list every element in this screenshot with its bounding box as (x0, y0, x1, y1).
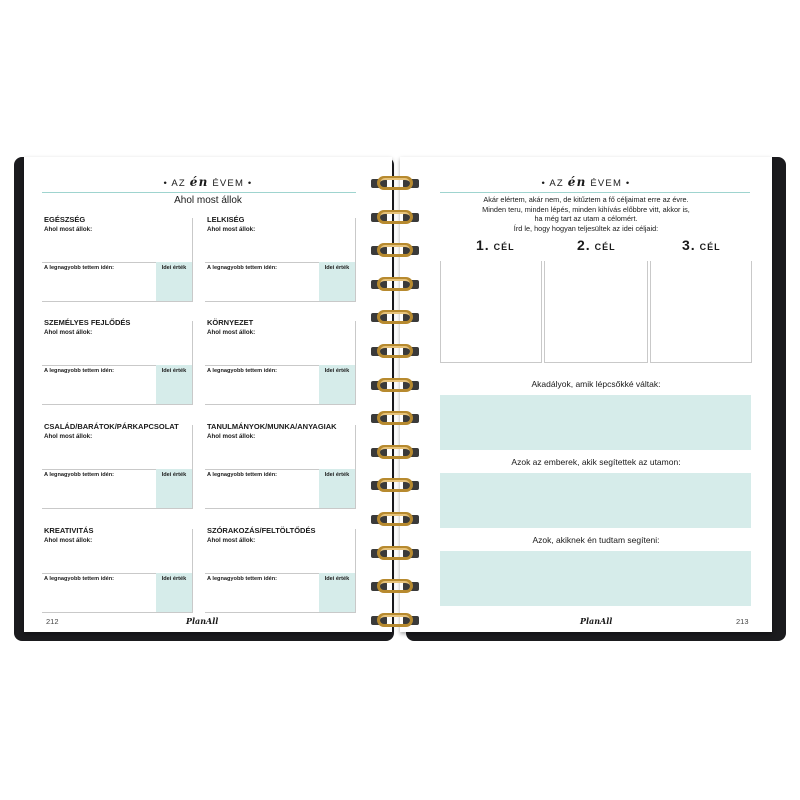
best-deed-label: A legnagyobb tettem idén: (207, 265, 278, 271)
spiral-ring (371, 478, 419, 494)
area-cell[interactable] (205, 419, 357, 509)
page-number-left: 212 (46, 617, 59, 626)
brand-logo-right: PlanAll (580, 616, 613, 626)
best-deed-label: A legnagyobb tettem idén: (44, 576, 115, 582)
right-page (400, 157, 772, 632)
spiral-ring (371, 277, 419, 293)
spiral-ring (371, 344, 419, 360)
spiral-ring (371, 378, 419, 394)
intro-text: Akár elértem, akár nem, de kitűztem a fő céljaimat erre az évre. Minden teru, minden lépés, minden kihívás előbbre vitt, akkor is, ha még tart az utam a célomért. Írd le, hogy hogyan teljesültek az idei céljaid: (482, 195, 690, 233)
question-helped: Azok, akiknek én tudtam segíteni: (532, 535, 660, 545)
best-deed-label: A legnagyobb tettem idén: (44, 368, 115, 374)
best-deed-label: A legnagyobb tettem idén: (207, 368, 278, 374)
goal-2-title: 2. CÉL (577, 237, 616, 253)
area-title: CSALÁD/BARÁTOK/PÁRKAPCSOLAT (44, 422, 179, 431)
value-label: Idei érték (161, 368, 187, 374)
spiral-ring (371, 512, 419, 528)
left-page (24, 157, 392, 632)
answer-box-helpers[interactable] (440, 473, 751, 528)
best-deed-label: A legnagyobb tettem idén: (44, 472, 115, 478)
spiral-ring (371, 243, 419, 259)
area-title: EGÉSZSÉG (44, 215, 86, 224)
answer-box-helped[interactable] (440, 551, 751, 606)
current-state-label: Ahol most állok: (44, 226, 93, 233)
current-state-label: Ahol most állok: (44, 433, 93, 440)
right-header: • AZ én ÉVEM • (541, 175, 631, 189)
current-state-label: Ahol most állok: (44, 329, 93, 336)
area-title: LELKISÉG (207, 215, 245, 224)
spiral-ring (371, 613, 419, 629)
best-deed-label: A legnagyobb tettem idén: (44, 265, 115, 271)
answer-box-obstacles[interactable] (440, 395, 751, 450)
current-state-label: Ahol most állok: (207, 537, 256, 544)
page-number-right: 213 (736, 617, 749, 626)
area-cell[interactable] (205, 315, 357, 405)
question-helpers: Azok az emberek, akik segítettek az utamon: (511, 457, 681, 467)
area-cell[interactable] (205, 523, 357, 613)
spiral-ring (371, 210, 419, 226)
value-label: Idei érték (161, 576, 187, 582)
area-title: SZÓRAKOZÁS/FELTÖLTŐDÉS (207, 526, 316, 535)
left-header: • AZ én ÉVEM • (163, 175, 253, 189)
area-title: SZEMÉLYES FEJLŐDÉS (44, 318, 131, 327)
best-deed-label: A legnagyobb tettem idén: (207, 472, 278, 478)
value-label: Idei érték (324, 472, 350, 478)
current-state-label: Ahol most állok: (44, 537, 93, 544)
value-label: Idei érték (161, 265, 187, 271)
value-label: Idei érték (161, 472, 187, 478)
area-title: KREATIVITÁS (44, 526, 94, 535)
spiral-ring (371, 176, 419, 192)
left-page-title: Ahol most állok (174, 195, 242, 206)
value-label: Idei érték (324, 368, 350, 374)
current-state-label: Ahol most állok: (207, 329, 256, 336)
area-cell[interactable] (42, 523, 194, 613)
value-label: Idei érték (324, 265, 350, 271)
right-header-rule (440, 192, 750, 193)
area-cell[interactable] (42, 212, 194, 302)
best-deed-label: A legnagyobb tettem idén: (207, 576, 278, 582)
goal-3-title: 3. CÉL (682, 237, 721, 253)
spiral-ring (371, 579, 419, 595)
brand-logo-left: PlanAll (186, 616, 219, 626)
spiral-ring (371, 546, 419, 562)
question-obstacles: Akadályok, amik lépcsőkké váltak: (531, 379, 661, 389)
spiral-ring (371, 445, 419, 461)
current-state-label: Ahol most állok: (207, 226, 256, 233)
area-cell[interactable] (42, 315, 194, 405)
value-label: Idei érték (324, 576, 350, 582)
current-state-label: Ahol most állok: (207, 433, 256, 440)
goal-1-title: 1. CÉL (476, 237, 515, 253)
left-header-rule (42, 192, 356, 193)
spiral-ring (371, 310, 419, 326)
area-title: KÖRNYEZET (207, 318, 254, 327)
area-cell[interactable] (205, 212, 357, 302)
goal-boxes[interactable] (440, 261, 752, 363)
spiral-ring (371, 411, 419, 427)
area-cell[interactable] (42, 419, 194, 509)
area-title: TANULMÁNYOK/MUNKA/ANYAGIAK (207, 422, 337, 431)
